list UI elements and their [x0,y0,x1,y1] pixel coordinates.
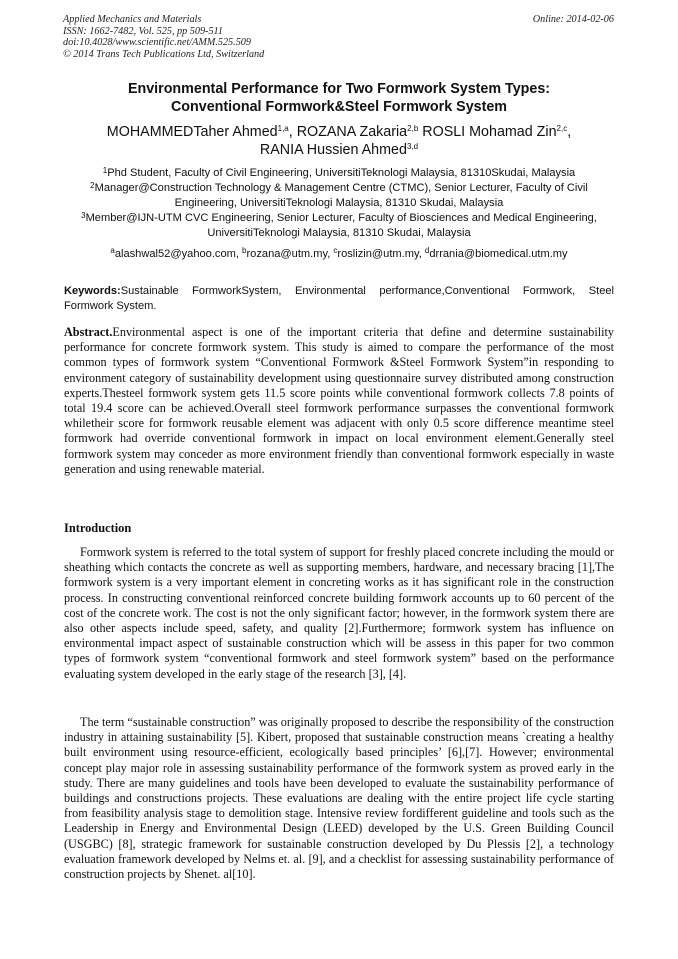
author-separator: , [288,124,297,140]
journal-header [63,14,264,60]
affiliation-mark: 3 [81,211,86,220]
author-name: ROZANA Zakaria [296,124,408,140]
affiliation-1 [60,166,618,181]
email-mark: d [424,246,430,255]
email-link[interactable]: roslizin@utm.my, [337,248,425,260]
abstract-text: Environmental aspect is one of the important criteria that define and determine sustainability performance for concrete formwork system. This study is aimed to compare the performance of the most common types of formwork system “Conventional Formwork &Steel Formwork System”in responding to environment category of sustainability development using questionnaire survey distributed among construction experts.Thesteel formwork system gets 11.5 score points while conventional formwork collects 7.8 points of total 19.4 score can be achieved.Overall steel formwork performance surpasses the conventional formwork whiletheir score for formwork reusable element was adjacent with only 0.5 score difference meantime steel formwork had override conventional formwork in impact on local environment element.Generally steel formwork system may conceder as more environment friendly than conventional formwork especially in waste generation and using renewable material. [64,325,614,476]
abstract-label: Abstract. [64,325,113,339]
author-emails [60,247,618,261]
issn-line: ISSN: 1662-7482, Vol. 525, pp 509-511 [63,25,223,37]
affiliation-2 [60,181,618,211]
copyright-line: © 2014 Trans Tech Publications Ltd, Switzerland [63,48,265,60]
author-name: MOHAMMEDTaher Ahmed [106,124,278,140]
affiliation-text: Manager@Construction Technology & Management Centre (CTMC), Senior Lecturer, Faculty of Civil Engineering, UniversitiTeknologi Malaysia, 81310 Skudai, Malaysia [94,182,588,209]
keywords-section [64,284,614,313]
introduction-heading: Introduction [64,521,132,535]
title-line-1: Environmental Performance for Two Formwork System Types: [127,81,551,97]
affiliations [60,166,618,241]
email-link[interactable]: alashwal52@yahoo.com, [114,248,243,260]
online-date: Online: 2014-02-06 [532,14,614,25]
affiliation-mark: 2 [90,181,95,190]
keywords-text: Sustainable FormworkSystem, Environmental performance,Conventional Formwork, Steel Formwork System. [64,285,614,312]
abstract-section [64,325,614,477]
author-name: ROSLI Mohamad Zin [422,124,557,140]
introduction-paragraph-1: Formwork system is referred to the total system of support for freshly placed concrete including the mould or sheathing which contacts the concrete as well as supporting members, hardware, and necessary bracing [1],The formwork system is a very important element in concreting works as it has significant role in the construction process. In constructing conventional reinforced concrete building formwork accounts up to 60 percent of the cost of the concrete work. The cost is not the only significant factor; however, in the formwork system there are also other aspects include speed, safety, and quality [2].Furthermore; formwork system has influence on environmental impact aspect of sustainable construction which will be assess in this paper for two common types of formwork system “conventional formwork and steel formwork system” based on the performance evaluating system developed in the early stage of the research [3], [4]. [64,545,614,681]
author-affil-mark: 2,b [407,124,419,133]
email-mark: c [333,246,338,255]
affiliation-text: Member@IJN-UTM CVC Engineering, Senior Lecturer, Faculty of Biosciences and Medical Engineering, UniversitiTeknologi Malaysia, 81310 Skudai, Malaysia [85,212,597,239]
author-affil-mark: 3,d [406,142,419,151]
introduction-paragraph-2: The term “sustainable construction” was originally proposed to describe the responsibility of the construction industry in attaining sustainability [5]. Kibert, proposed that sustainable construction means `creating a healthy built environment using resource-efficient, ecologically based principles’ [6],[7]. However; environmental concept play major role in assessing sustainability performance of the formwork system as proved early in the study. There are many guidelines and tools have been developed to evaluate the sustainability performance of buildings and constructions projects. These evaluations are dealing with the entire project life cycle starting from feasibility analysis stage to demolition stage. Intensive review fordifferent guideline and tools such as the Leadership in Energy and Environmental Design (LEED) developed by the U.S. Green Building Council (USGBC) [8], strategic framework for sustainable construction developed by Du Plessis [2], a technology evaluation framework developed by Nelms et. al. [9], and a checklist for assessing sustainability performance of construction projects by Shenet. al[10]. [64,715,614,882]
email-link[interactable]: rozana@utm.my, [246,248,334,260]
author-name: RANIA Hussien Ahmed [259,142,407,158]
journal-name: Applied Mechanics and Materials [63,14,202,25]
author-affil-mark: 2,c [556,124,568,133]
author-list [60,123,618,159]
author-separator: , [567,124,572,140]
paper-title [60,80,618,116]
doi-line: doi:10.4028/www.scientific.net/AMM.525.509 [63,37,251,49]
affiliation-3 [60,211,618,241]
email-mark: b [242,246,247,255]
title-line-2: Conventional Formwork&Steel Formwork System [170,99,508,115]
email-link[interactable]: drrania@biomedical.utm.my [429,248,568,260]
affiliation-mark: 1 [102,166,108,175]
email-mark: a [110,246,115,255]
keywords-label: Keywords: [64,285,121,297]
affiliation-text: Phd Student, Faculty of Civil Engineering, UniversitiTeknologi Malaysia, 81310Skudai, Malaysia [107,167,576,179]
author-affil-mark: 1,a [277,124,289,133]
